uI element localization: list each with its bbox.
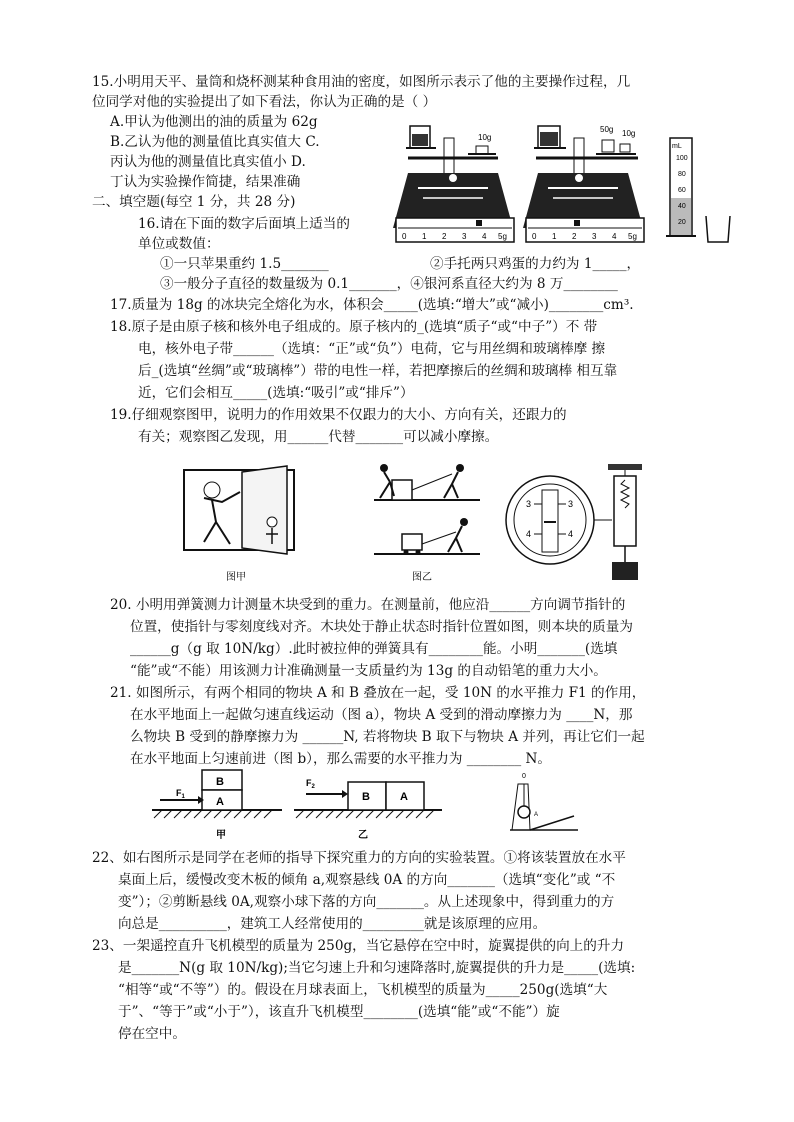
meter-number-4-right: 4 — [568, 529, 574, 539]
text-line: ①一只苹果重约 1.5_______ — [160, 256, 329, 272]
text-line: 变”）；②剪断悬线 0A,观察小球下落的方向_______。从上述现象中，得到重力的方 — [118, 894, 615, 910]
small-beaker — [706, 216, 730, 242]
scale2-tick-4: 4 — [612, 232, 617, 241]
cylinder-tick-20: 20 — [678, 219, 686, 226]
cylinder-tick-80: 80 — [678, 171, 686, 178]
balance-right — [523, 125, 643, 228]
cylinder-unit: mL — [672, 143, 682, 150]
scale-tick-0: 0 — [402, 232, 407, 241]
text-line: 在水平地面上匀速前进（图 b），那么需要的水平推力为 ________ N。 — [130, 751, 551, 767]
figure-label-jia: 图甲 — [226, 572, 246, 583]
text-line: 停在空中。 — [118, 1026, 186, 1042]
text-line: 二、填空题(每空 1 分，共 28 分) — [92, 194, 296, 210]
text-line: 是_______N(g 取 10N/kg);当它匀速上升和匀速降落时,旋翼提供的升力是_____(选填: — [118, 960, 636, 976]
meter-number-4-left: 4 — [526, 529, 532, 539]
text-line: A.甲认为他测出的油的质量为 62g — [110, 114, 318, 130]
balance1-weight-label: 10g — [478, 133, 492, 142]
text-line: 16.请在下面的数字后面填上适当的 — [138, 216, 350, 232]
text-line: 么物块 B 受到的静摩擦力为 ______N, 若将物块 B 取下与物块 A 并列，再让它们一起 — [130, 729, 645, 745]
scale-right — [526, 218, 644, 242]
scale-tick-3: 3 — [462, 232, 467, 241]
scale2-tick-2: 2 — [572, 232, 577, 241]
text-line: “能”或“不能）用该测力计准确测量一支质量约为 13g 的自动铅笔的重力大小。 — [130, 663, 607, 679]
balance-figure — [388, 118, 788, 258]
figure-caption-yi: 乙 — [358, 830, 368, 841]
text-line: 向总是__________，建筑工人经常使用的_________就是该原理的应用。 — [118, 916, 547, 932]
block-b-label: B — [216, 776, 224, 788]
scale-tick-5: 5g — [498, 232, 507, 241]
text-line: ______g（g 取 10N/kg）.此时被拉伸的弹簧具有________能。小明_______(选填 — [130, 641, 618, 657]
text-line: 后_(选填“丝绸”或“玻璃棒”）带的电性一样，若把摩擦后的丝绸和玻璃棒 相互靠 — [138, 363, 618, 379]
scale2-tick-3: 3 — [592, 232, 597, 241]
text-line: 位同学对他的实验提出了如下看法，你认为正确的是（ ） — [92, 94, 437, 110]
scale-tick-1: 1 — [422, 232, 427, 241]
scale-tick-4: 4 — [482, 232, 487, 241]
meter-number-3-left: 3 — [526, 499, 532, 509]
text-line: 18.原子是由原子核和核外电子组成的。原子核内的_(选填“质子“或“中子”）不 带 — [110, 319, 598, 335]
block-a-label: A — [216, 796, 224, 808]
balance-left — [393, 126, 513, 228]
text-line: 丁认为实验操作简捷，结果准确 — [110, 174, 301, 190]
force-f1-label: $F_1$ — [176, 788, 185, 800]
text-line: 20. 小明用弹簧测力计测量木块受到的重力。在测量前，他应沿______方向调节指针的 — [110, 597, 626, 613]
cylinder-tick-40: 40 — [678, 203, 686, 210]
balance2-weight2-label: 10g — [622, 129, 636, 138]
text-line: 19.仔细观察图甲，说明力的作用效果不仅跟力的大小、方向有关，还跟力的 — [110, 407, 567, 423]
text-line: 在水平地面上一起做匀速直线运动（图 a），物块 A 受到的滑动摩擦力为 ____N，那 — [130, 707, 633, 723]
graduated-cylinder — [666, 138, 696, 236]
scale2-tick-0: 0 — [532, 232, 537, 241]
text-line: 电，核外电子带______（选填：“正”或“负”）电荷，它与用丝绸和玻璃棒摩 擦 — [138, 341, 606, 357]
pendulum-point-o: 0 — [522, 773, 526, 780]
text-line: 位置，使指针与零刻度线对齐。木块处于静止状态时指针位置如图，则本块的质量为 — [130, 619, 633, 635]
blocks-figure — [150, 766, 450, 846]
text-line: 桌面上后，缓慢改变木板的倾角 a,观察悬线 0A 的方向_______（选填“变化”或 “不 — [118, 872, 616, 888]
text-line: 23、一架遥控直升飞机模型的质量为 250g，当它悬停在空中时，旋翼提供的向上的升力 — [92, 938, 625, 954]
text-line: ②手托两只鸡蛋的力约为 1_____， — [430, 256, 641, 272]
text-line: 17.质量为 18g 的冰块完全熔化为水，体积会_____(选填:“增大”或“减小)________cm³. — [110, 297, 634, 313]
door-figure — [182, 462, 302, 584]
text-line: B.乙认为他的测量值比真实值大 C. — [110, 134, 320, 150]
text-line: 于”、“等于”或“小于”），该直升飞机模型________(选填“能”或“不能”）旋 — [118, 1004, 560, 1020]
block-b2-label: B — [362, 791, 370, 803]
meter-number-3-right: 3 — [568, 499, 574, 509]
spring-meter-figure — [500, 462, 660, 584]
text-line: 22、如右图所示是同学在老师的指导下探究重力的方向的实验装置。①将该装置放在水平 — [92, 850, 626, 866]
text-line: “相等“或“不等”）的。假设在月球表面上，飞机模型的质量为_____250g(选填“大 — [118, 982, 608, 998]
figure-label-yi: 图乙 — [412, 572, 432, 583]
pendulum-point-a: A — [534, 812, 539, 818]
pull-box-figure — [372, 458, 482, 584]
figure-caption-jia: 甲 — [216, 830, 226, 841]
text-line: 单位或数值： — [138, 236, 220, 252]
scale2-tick-1: 1 — [552, 232, 557, 241]
cylinder-tick-100: 100 — [676, 155, 688, 162]
balance2-weight1-label: 50g — [600, 125, 614, 134]
text-line: 近，它们会相互_____(选填:“吸引”或“排斥”） — [138, 385, 414, 401]
text-line: 丙认为他的测量值比真实值小 D. — [110, 154, 306, 170]
force-f2-label: $F_2$ — [306, 778, 315, 790]
pendulum-figure — [508, 770, 598, 832]
cylinder-tick-60: 60 — [678, 187, 686, 194]
text-line: 21. 如图所示，有两个相同的物块 A 和 B 叠放在一起，受 10N 的水平推力 F1 的作用， — [110, 685, 646, 701]
scale-tick-2: 2 — [442, 232, 447, 241]
block-a2-label: A — [400, 791, 408, 803]
scale-left — [396, 218, 514, 242]
text-line: ③一般分子直径的数量级为 0.1_______，④银河系直径大约为 8 万________ — [160, 276, 618, 292]
scale2-tick-5: 5g — [628, 232, 637, 241]
text-line: 有关；观察图乙发现，用______代替_______可以减小摩擦。 — [138, 429, 499, 445]
text-line: 15.小明用天平、量筒和烧杯测某种食用油的密度，如图所示表示了他的主要操作过程，几 — [92, 74, 631, 90]
